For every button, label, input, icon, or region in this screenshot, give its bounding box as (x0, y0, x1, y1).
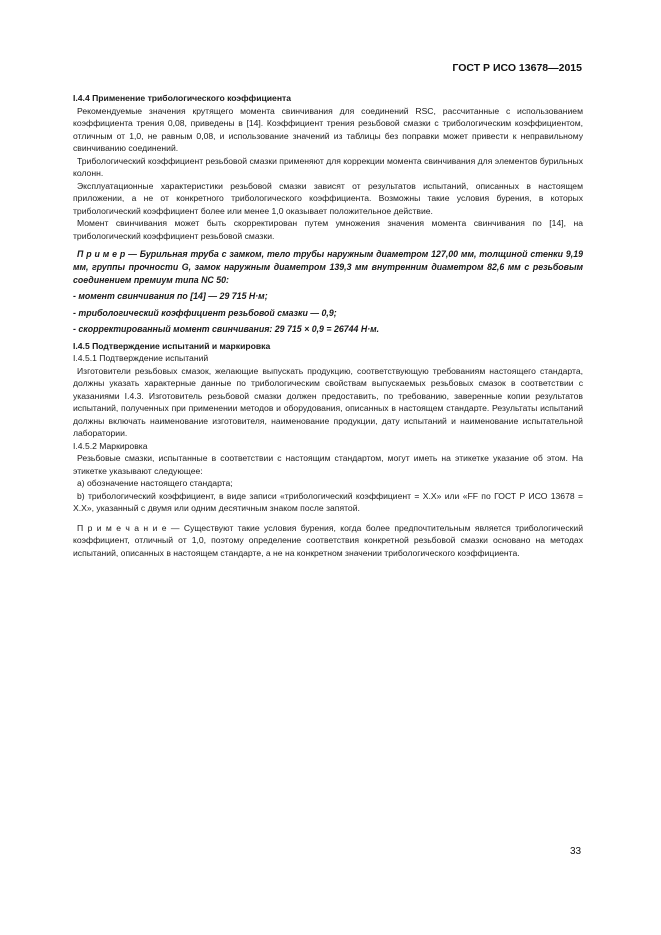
example-line: - момент свинчивания по [14] — 29 715 Н·м; (73, 291, 268, 302)
note-text: — Существуют такие условия бурения, когда более предпочтительным является трибологический коэффициент, отличный от 1,0, поэтому определение соответствия конкретной резьбовой смазки основано на методах испытаний, описанных в настоящем стандарте, а не на конкретном значении трибологического коэффициента. (73, 522, 583, 558)
example-label: П р и м е р (77, 249, 126, 259)
paragraph: Эксплуатационные характеристики резьбовой смазки зависят от результатов испытаний, описанных в настоящем приложении, а не от конкретного трибологического коэффициента. Возможны такие условия бурения, в которых трибологический коэффициент более или менее 1,0 оказывает положительное действие. (73, 180, 583, 216)
subsection-heading: I.4.5.1 Подтверждение испытаний (73, 353, 209, 364)
list-item: a) обозначение настоящего стандарта; (77, 478, 233, 489)
paragraph: Момент свинчивания может быть скорректирован путем умножения значения момента свинчивания по [14], на трибологический коэффициент резьбовой смазки. (73, 218, 583, 241)
document-header: ГОСТ Р ИСО 13678—2015 (452, 62, 582, 74)
paragraph: Изготовители резьбовых смазок, желающие выпускать продукцию, соответствующую требованиям настоящего стандарта, должны указать характерные данные по трибологическим свойствам выпускаемых резьбовых смазок в соответствии с указаниями I.4.3. Изготовитель резьбовой смазки должен предоставить, по требованию, заверенные копии результатов испытаний, полученных при применении методов и оборудования, описанных в настоящем стандарте. Результаты испытаний должны включать наименование изготовителя, наименование продукции, дату испытаний и наименование испытательной лаборатории. (73, 365, 583, 439)
paragraph: Рекомендуемые значения крутящего момента свинчивания для соединений RSC, рассчитанные с использованием коэффициента трения 0,08, приведены в [14]. Коэффициент трения резьбовой смазки с трибологическим коэффициентом, отличным от 1,0, не равным 0,08, и использование значений из таблицы без поправки может привести к неправильному свинчиванию соединений. (73, 105, 583, 153)
list-item: b) трибологический коэффициент, в виде записи «трибологический коэффициент = X.X» или «FF по ГОСТ Р ИСО 13678 = X.X», указанный с двумя или одним десятичным знаком после запятой. (73, 490, 583, 514)
example-line: - скорректированный момент свинчивания: 29 715 × 0,9 = 26744 Н·м. (73, 324, 380, 335)
note-label: П р и м е ч а н и е (77, 522, 167, 533)
paragraph: Трибологический коэффициент резьбовой смазки применяют для коррекции момента свинчивания для элементов бурильных колонн. (73, 155, 583, 178)
note-paragraph (73, 522, 583, 560)
section-heading-i44: I.4.4 Применение трибологического коэффициента (73, 93, 291, 103)
page-number: 33 (570, 846, 582, 857)
example-line: - трибологический коэффициент резьбовой смазки — 0,9; (73, 307, 337, 318)
section-heading-i45: I.4.5 Подтверждение испытаний и маркировка (73, 340, 271, 351)
paragraph: Резьбовые смазки, испытанные в соответствии с настоящим стандартом, могут иметь на этикетке указание об этом. На этикетке указывают следующее: (73, 453, 583, 476)
example-text: — Бурильная труба с замком, тело трубы наружным диаметром 127,00 мм, толщиной стенки 9,19 мм, группы прочности G, замок наружным диаметром 139,3 мм внутренним диаметром 82,6 мм с резьбовым соединением премиум типа NC 50: (73, 249, 583, 285)
subsection-heading: I.4.5.2 Маркировка (73, 440, 148, 451)
example-paragraph (73, 248, 583, 286)
document-body (73, 92, 583, 559)
